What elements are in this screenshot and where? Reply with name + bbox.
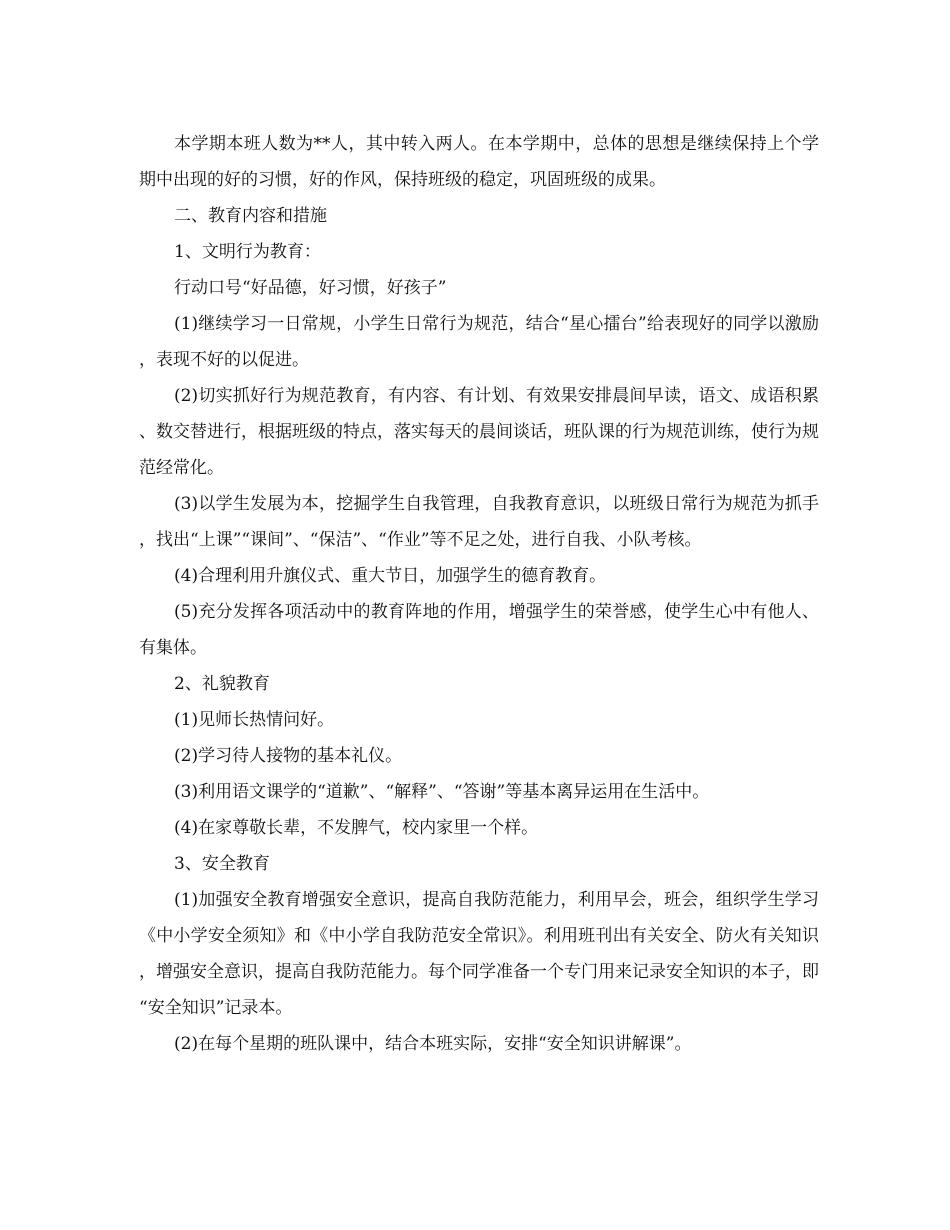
subheading-civilized-behavior: 1、文明行为教育： (174, 242, 321, 262)
courtesy-item-3: (3)利用语文课学的“道歉”、“解释”、“答谢”等基本离异运用在生活中。 (174, 782, 710, 802)
behavior-item-3: (3)以学生发展为本，挖掘学生自我管理，自我教育意识，以班级日常行为规范为抓手，找出“上课”“课间”、“保洁”、“作业”等不足之处，进行自我、小队考核。 (139, 494, 819, 550)
behavior-item-4: (4)合理利用升旗仪式、重大节日，加强学生的德育教育。 (174, 566, 607, 586)
courtesy-item-4: (4)在家尊敬长辈，不发脾气，校内家里一个样。 (174, 818, 539, 838)
courtesy-item-2: (2)学习待人接物的基本礼仪。 (174, 746, 403, 766)
safety-item-2: (2)在每个星期的班队课中，结合本班实际，安排“安全知识讲解课”。 (174, 1034, 692, 1054)
intro-paragraph: 本学期本班人数为**人，其中转入两人。在本学期中，总体的思想是继续保持上个学期中出现的好的习惯，好的作风，保持班级的稳定，巩固班级的成果。 (139, 134, 819, 190)
section-heading-education-content: 二、教育内容和措施 (174, 206, 327, 226)
courtesy-item-1: (1)见师长热情问好。 (174, 710, 335, 730)
subheading-safety: 3、安全教育 (174, 854, 270, 874)
safety-item-1: (1)加强安全教育增强安全意识，提高自我防范能力，利用早会，班会，组织学生学习《中小学安全须知》和《中小学自我防范安全常识》。利用班刊出有关安全、防火有关知识，增强安全意识，提高自我防范能力。每个同学准备一个专门用来记录安全知识的本子，即“安全知识”记录本。 (139, 890, 819, 1018)
behavior-item-5: (5)充分发挥各项活动中的教育阵地的作用，增强学生的荣誉感，使学生心中有他人、有集体。 (139, 602, 819, 658)
document-body (139, 126, 819, 1062)
behavior-item-1: (1)继续学习一日常规，小学生日常行为规范，结合“星心擂台”给表现好的同学以激励，表现不好的以促进。 (139, 314, 819, 370)
action-slogan: 行动口号“好品德，好习惯，好孩子” (174, 278, 447, 298)
subheading-courtesy: 2、礼貌教育 (174, 674, 270, 694)
behavior-item-2: (2)切实抓好行为规范教育，有内容、有计划、有效果安排晨间早读，语文、成语积累、数交替进行，根据班级的特点，落实每天的晨间谈话，班队课的行为规范训练，使行为规范经常化。 (139, 386, 819, 478)
